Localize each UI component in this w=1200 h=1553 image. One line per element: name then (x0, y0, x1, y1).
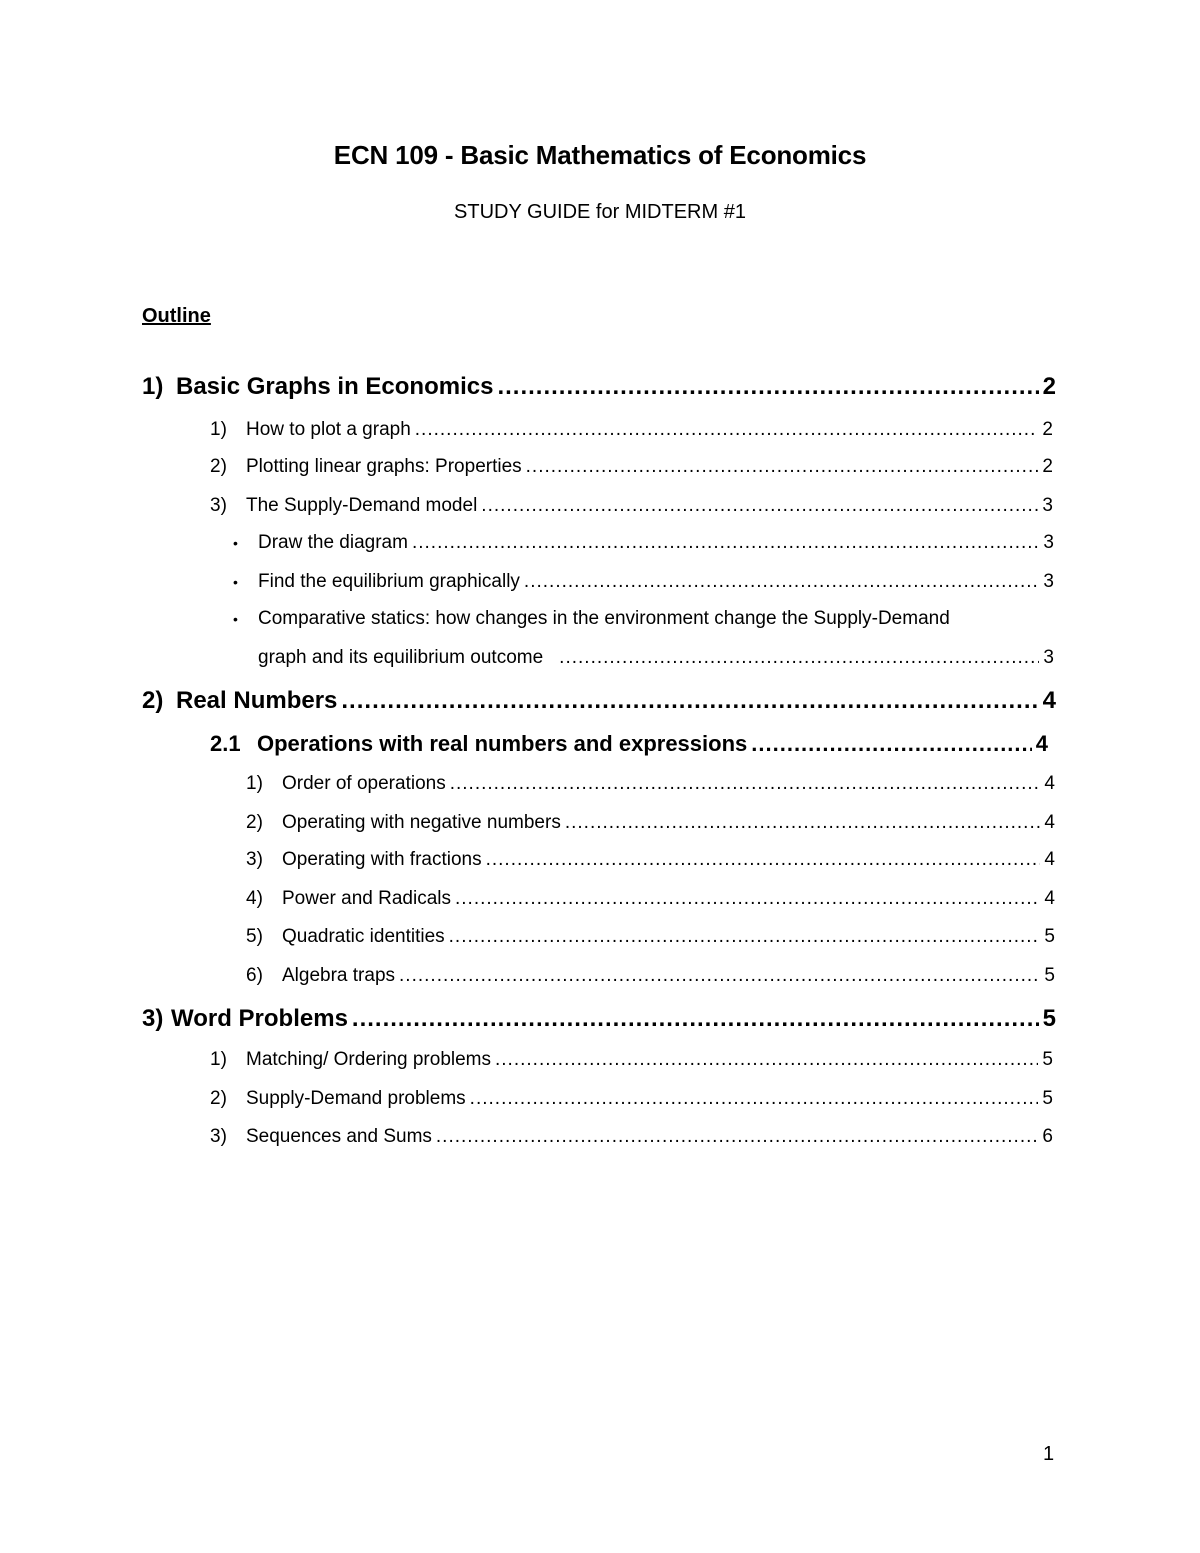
toc-entry-page: 4 (1044, 773, 1055, 794)
toc-entry-label: Operating with negative numbers (282, 812, 561, 833)
toc-entry-label: Algebra traps (282, 965, 396, 986)
toc-entry-3-3 (210, 1126, 1053, 1148)
dot-leader (481, 495, 1038, 517)
toc-bullet-find-equilibrium (233, 571, 1054, 593)
dot-leader (436, 1126, 1039, 1148)
toc-entry-label: Find the equilibrium graphically (258, 571, 520, 592)
toc-entry-label: Operations with real numbers and expressions (257, 731, 748, 756)
dot-leader (524, 571, 1040, 593)
toc-entry-number: 2) (210, 456, 227, 477)
toc-entry-number: 2) (210, 1088, 227, 1109)
toc-entry-2-1-5 (246, 926, 1055, 948)
dot-leader (751, 731, 1031, 757)
toc-bullet-draw-diagram (233, 532, 1054, 554)
bullet-icon: • (233, 535, 238, 551)
toc-entry-1-3 (210, 495, 1053, 517)
dot-leader (450, 773, 1041, 795)
dot-leader (449, 926, 1041, 948)
toc-bullet-comparative-statics-continued (258, 647, 1054, 669)
toc-entry-page: 5 (1042, 1005, 1056, 1032)
toc-entry-page: 6 (1042, 1126, 1053, 1147)
toc-entry-number: 4) (246, 888, 263, 909)
toc-entry-page: 2 (1042, 373, 1056, 400)
toc-entry-1-1 (210, 419, 1053, 441)
toc-entry-page: 2 (1042, 419, 1053, 440)
dot-leader (497, 373, 1038, 401)
bullet-icon: • (233, 574, 238, 590)
toc-entry-page: 4 (1044, 812, 1055, 833)
toc-entry-number: 3) (246, 849, 263, 870)
dot-leader (455, 888, 1040, 910)
toc-entry-label: How to plot a graph (246, 419, 411, 440)
dot-leader (412, 532, 1039, 554)
toc-entry-page: 3 (1043, 647, 1054, 668)
toc-entry-label: Real Numbers (176, 687, 338, 714)
dot-leader (341, 687, 1038, 715)
toc-entry-2-1-1 (246, 773, 1055, 795)
toc-entry-page: 3 (1043, 532, 1054, 553)
dot-leader (565, 812, 1041, 834)
toc-bullet-comparative-statics (233, 608, 1054, 630)
page-number: 1 (1043, 1443, 1055, 1465)
toc-entry-page: 4 (1042, 687, 1056, 714)
toc-entry-number: 6) (246, 965, 263, 986)
toc-entry-number: 2) (142, 687, 164, 714)
toc-entry-2-1 (210, 731, 1048, 757)
toc-entry-label: Sequences and Sums (246, 1126, 432, 1147)
toc-entry-page: 5 (1042, 1049, 1053, 1070)
dot-leader (559, 647, 1039, 669)
toc-entry-label: Power and Radicals (282, 888, 451, 909)
toc-entry-number: 2) (246, 812, 263, 833)
toc-entry-page: 2 (1042, 456, 1053, 477)
toc-entry-page: 5 (1042, 1088, 1053, 1109)
toc-entry-number: 1) (210, 1049, 227, 1070)
toc-entry-label: Operating with fractions (282, 849, 482, 870)
toc-entry-number: 1) (210, 419, 227, 440)
toc-entry-label-continued: graph and its equilibrium outcome (258, 647, 544, 668)
outline-heading: Outline (142, 305, 211, 327)
toc-entry-label: Order of operations (282, 773, 446, 794)
document-subtitle: STUDY GUIDE for MIDTERM #1 (454, 201, 746, 223)
toc-entry-section-1 (142, 373, 1056, 401)
toc-entry-page: 4 (1044, 888, 1055, 909)
toc-entry-section-2 (142, 687, 1056, 715)
toc-entry-number: 3) (210, 1126, 227, 1147)
dot-leader (352, 1005, 1039, 1033)
toc-entry-2-1-4 (246, 888, 1055, 910)
toc-entry-label: Supply-Demand problems (246, 1088, 466, 1109)
toc-entry-label: The Supply-Demand model (246, 495, 478, 516)
toc-entry-label: Quadratic identities (282, 926, 445, 947)
toc-entry-label: Word Problems (171, 1005, 348, 1032)
toc-entry-3-1 (210, 1049, 1053, 1071)
toc-entry-number: 1) (246, 773, 263, 794)
toc-entry-page: 5 (1044, 965, 1055, 986)
toc-entry-2-1-6 (246, 965, 1055, 987)
toc-entry-2-1-3 (246, 849, 1055, 871)
toc-entry-label: Plotting linear graphs: Properties (246, 456, 522, 477)
toc-entry-number: 3) (210, 495, 227, 516)
toc-entry-label: Basic Graphs in Economics (176, 373, 494, 400)
toc-entry-page: 5 (1044, 926, 1055, 947)
toc-entry-3-2 (210, 1088, 1053, 1110)
dot-leader (470, 1088, 1039, 1110)
dot-leader (495, 1049, 1038, 1071)
toc-entry-1-2 (210, 456, 1053, 478)
dot-leader (486, 849, 1041, 871)
toc-entry-page: 4 (1044, 849, 1055, 870)
toc-entry-label: Draw the diagram (258, 532, 408, 553)
toc-entry-number: 3) (142, 1005, 164, 1032)
toc-entry-section-3 (142, 1005, 1056, 1033)
dot-leader (399, 965, 1040, 987)
dot-leader (526, 456, 1039, 478)
toc-entry-2-1-2 (246, 812, 1055, 834)
dot-leader (415, 419, 1039, 441)
toc-entry-number: 1) (142, 373, 164, 400)
document-title: ECN 109 - Basic Mathematics of Economics (333, 140, 867, 170)
bullet-icon: • (233, 611, 238, 627)
toc-entry-page: 3 (1043, 571, 1054, 592)
toc-entry-page: 3 (1042, 495, 1053, 516)
toc-entry-label: Matching/ Ordering problems (246, 1049, 491, 1070)
toc-entry-page: 4 (1035, 731, 1048, 756)
toc-entry-number: 2.1 (210, 731, 241, 756)
toc-entry-number: 5) (246, 926, 263, 947)
toc-entry-label: Comparative statics: how changes in the environment change the Supply-Demand (258, 608, 950, 629)
